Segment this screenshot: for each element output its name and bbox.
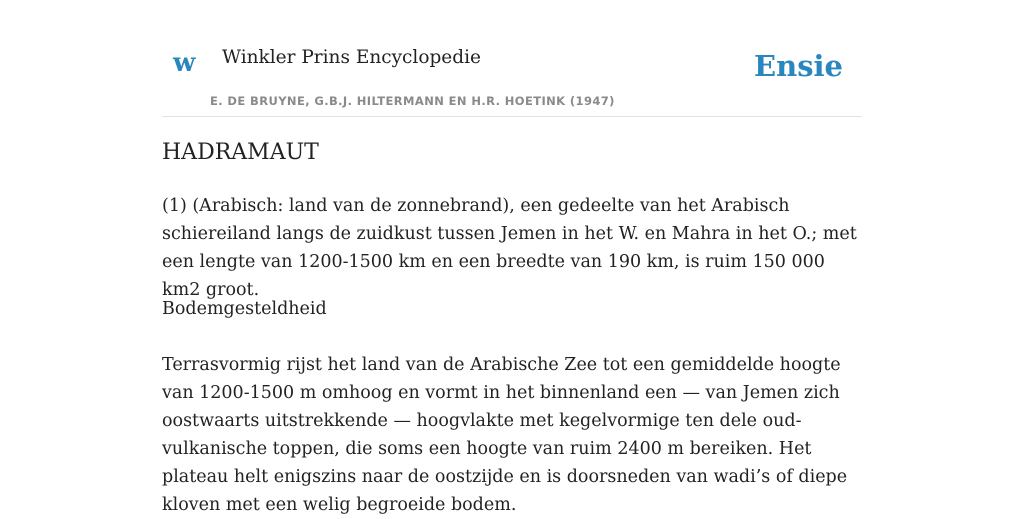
ensie-logo-link[interactable]: Ensie	[754, 49, 843, 83]
publication-logo-icon: w	[173, 48, 196, 78]
article-paragraph: (1) (Arabisch: land van de zonnebrand), een gedeelte van het Arabisch schiereiland langs de zuidkust tussen Jemen in het W. en Mahra in het O.; met een lengte van 1200-1500 km en een breedte van 190 km, is ruim 150 000 km2 groot.	[162, 196, 857, 300]
article-headword: HADRAMAUT	[162, 140, 319, 165]
publication-authors: E. DE BRUYNE, G.B.J. HILTERMANN EN H.R. HOETINK (1947)	[210, 94, 615, 108]
publication-title: Winkler Prins Encyclopedie	[222, 47, 481, 68]
article-paragraph: Terrasvormig rijst het land van de Arabische Zee tot een gemiddelde hoogte van 1200-1500 m omhoog en vormt in het binnenland een — van Jemen zich oostwaarts uitstrekkende — hoogvlakte met kegelvormige ten dele oud-vulkanische toppen, die soms een hoogte van ruim 2400 m bereiken. Het plateau helt enigszins naar de oostzijde en is doorsneden van wadi’s of diepe kloven met een welig begroeide bodem.	[162, 355, 848, 515]
header	[162, 0, 862, 117]
page	[162, 0, 862, 515]
article-subheading: Bodemgesteldheid	[162, 299, 327, 319]
